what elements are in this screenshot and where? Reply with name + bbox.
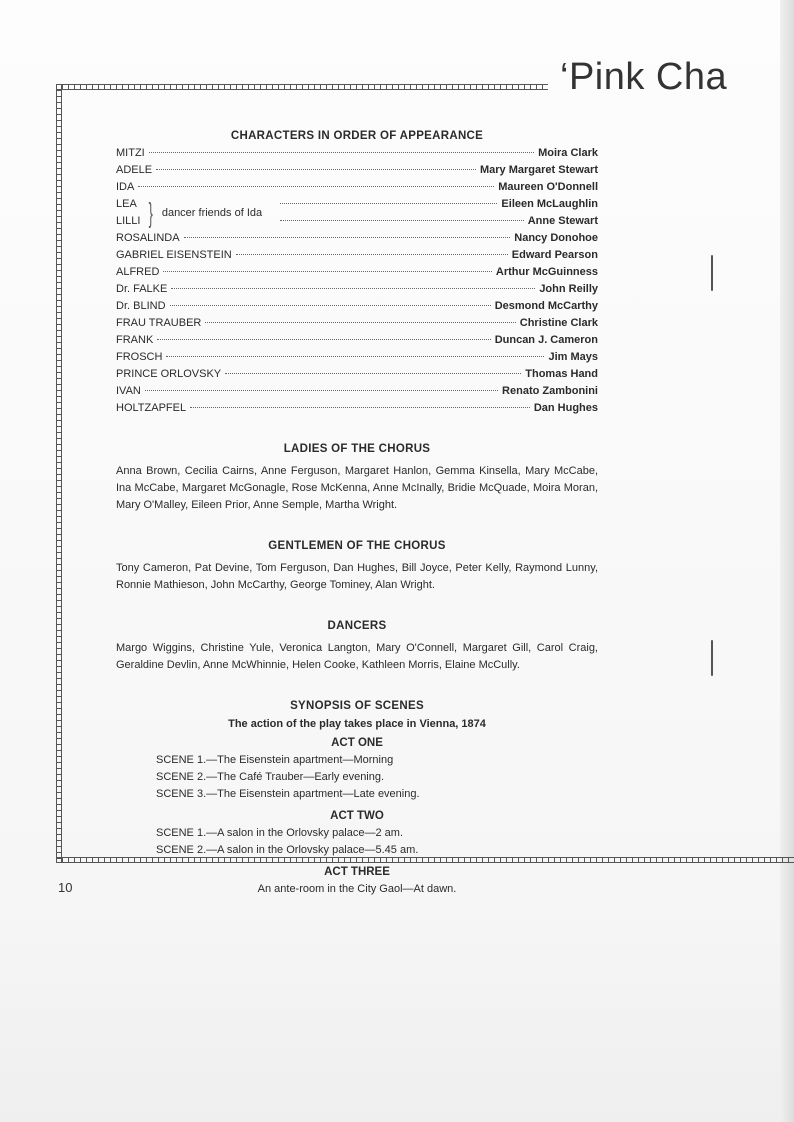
cast-role: LEA	[116, 198, 137, 210]
dot-leader	[156, 169, 476, 170]
ladies-chorus-heading: LADIES OF THE CHORUS	[283, 443, 431, 455]
dot-leader	[280, 220, 524, 221]
dot-leader	[138, 186, 494, 187]
gentlemen-chorus-names: Tony Cameron, Pat Devine, Tom Ferguson, Dan Hughes, Bill Joyce, Peter Kelly, Raymond Lunny, Ronnie Mathieson, John McCarthy, George Tominey, Alan Wright.	[116, 562, 598, 591]
page-curl-mark	[711, 640, 713, 676]
cast-role: GABRIEL EISENSTEIN	[116, 249, 232, 261]
dot-leader	[184, 237, 511, 238]
pair-roles	[116, 196, 140, 230]
act-one-title: ACT ONE	[331, 737, 383, 749]
gentlemen-chorus-heading: GENTLEMEN OF THE CHORUS	[268, 540, 446, 552]
dot-leader	[163, 271, 492, 272]
gentlemen-chorus-section	[116, 540, 598, 594]
cast-role: LILLI	[116, 215, 141, 227]
dancers-section	[116, 620, 598, 674]
cast-row	[116, 298, 598, 315]
cast-heading: CHARACTERS IN ORDER OF APPEARANCE	[230, 130, 484, 142]
dot-leader	[171, 288, 535, 289]
cast-row	[116, 383, 598, 400]
page-number: 10	[58, 880, 73, 895]
scene-line: An ante-room in the City Gaol—At dawn.	[257, 883, 457, 895]
programme-content	[116, 130, 598, 898]
dot-leader	[236, 254, 508, 255]
dancers-names: Margo Wiggins, Christine Yule, Veronica Langton, Mary O'Connell, Margaret Gill, Carol Craig, Geraldine Devlin, Anne McWhinnie, Helen Cooke, Kathleen Morris, Elaine McCully.	[116, 642, 598, 671]
cast-actor: Moira Clark	[538, 147, 598, 159]
cast-row	[116, 366, 598, 383]
cast-actor: Christine Clark	[519, 317, 598, 329]
cast-row	[116, 145, 598, 162]
scene-line: SCENE 3.—The Eisenstein apartment—Late evening.	[156, 788, 420, 800]
cast-actor: Maureen O'Donnell	[498, 181, 598, 193]
cast-role: HOLTZAPFEL	[116, 402, 187, 414]
dancers-heading: DANCERS	[327, 620, 387, 632]
scene-line: SCENE 1.—The Eisenstein apartment—Morning	[156, 754, 394, 766]
cast-role: FRANK	[116, 334, 154, 346]
scene-line: SCENE 2.—The Café Trauber—Early evening.	[156, 771, 385, 783]
dot-leader	[205, 322, 515, 323]
scene-line: SCENE 1.—A salon in the Orlovsky palace—2 am.	[156, 827, 403, 839]
dot-leader	[170, 305, 491, 306]
cast-actor: Renato Zambonini	[502, 385, 598, 397]
cast-actor: Nancy Donohoe	[514, 232, 598, 244]
dot-leader	[166, 356, 544, 357]
cast-pair-row	[116, 196, 598, 230]
cast-row	[276, 196, 598, 213]
cast-row	[276, 213, 598, 230]
cast-role: ADELE	[116, 164, 153, 176]
dot-leader	[157, 339, 490, 340]
cast-role: ROSALINDA	[116, 232, 180, 244]
cast-actor: Thomas Hand	[525, 368, 598, 380]
synopsis-subheading: The action of the play takes place in Vienna, 1874	[228, 718, 486, 730]
dot-leader	[145, 390, 498, 391]
ladies-chorus-section	[116, 443, 598, 514]
cast-role: FROSCH	[116, 351, 163, 363]
cast-role: IDA	[116, 181, 135, 193]
decorative-border-top	[56, 84, 548, 90]
page-edge-shadow	[780, 0, 794, 1122]
cast-actor: Eileen McLaughlin	[501, 198, 598, 210]
page-curl-mark	[711, 255, 713, 291]
cast-role: ALFRED	[116, 266, 160, 278]
cast-row	[116, 179, 598, 196]
cast-row	[116, 162, 598, 179]
cast-actor: Anne Stewart	[527, 215, 598, 227]
cast-row	[116, 349, 598, 366]
synopsis-section	[116, 700, 598, 898]
pair-note: dancer friends of Ida	[161, 207, 263, 219]
cast-row	[116, 264, 598, 281]
cast-actor: Arthur McGuinness	[495, 266, 598, 278]
cast-actor: Mary Margaret Stewart	[480, 164, 598, 176]
cast-role: IVAN	[116, 385, 141, 397]
cast-actor: Desmond McCarthy	[494, 300, 598, 312]
cast-role: FRAU TRAUBER	[116, 317, 202, 329]
cast-list	[116, 145, 598, 417]
cast-row	[116, 230, 598, 247]
act-three-title: ACT THREE	[324, 866, 390, 878]
synopsis-heading: SYNOPSIS OF SCENES	[290, 700, 424, 712]
cast-role: Dr. FALKE	[116, 283, 168, 295]
cast-actor: Edward Pearson	[511, 249, 598, 261]
cast-row	[116, 315, 598, 332]
brace-icon: }	[149, 197, 154, 228]
cast-actor: Dan Hughes	[533, 402, 598, 414]
ladies-chorus-names: Anna Brown, Cecilia Cairns, Anne Ferguson, Margaret Hanlon, Gemma Kinsella, Mary McCabe, Ina McCabe, Margaret McGonagle, Rose McKenna, Anne McInally, Bridie McQuade, Moira Moran, Mary O'Malley, Eileen Prior, Anne Semple, Martha Wright.	[116, 465, 598, 511]
cast-role: Dr. BLIND	[116, 300, 166, 312]
cast-actor: Jim Mays	[548, 351, 598, 363]
cast-row	[116, 281, 598, 298]
scene-line: SCENE 2.—A salon in the Orlovsky palace—5.45 am.	[156, 844, 419, 856]
dot-leader	[190, 407, 530, 408]
dot-leader	[149, 152, 534, 153]
decorative-border-left	[56, 84, 62, 863]
running-title: ‘Pink Cha	[560, 56, 728, 98]
cast-actor: Duncan J. Cameron	[494, 334, 598, 346]
act-two-title: ACT TWO	[330, 810, 384, 822]
dot-leader	[280, 203, 497, 204]
cast-role: PRINCE ORLOVSKY	[116, 368, 222, 380]
cast-row	[116, 400, 598, 417]
cast-row	[116, 247, 598, 264]
cast-actor: John Reilly	[539, 283, 598, 295]
cast-role: MITZI	[116, 147, 145, 159]
pair-actors	[276, 196, 598, 230]
cast-row	[116, 332, 598, 349]
dot-leader	[225, 373, 521, 374]
